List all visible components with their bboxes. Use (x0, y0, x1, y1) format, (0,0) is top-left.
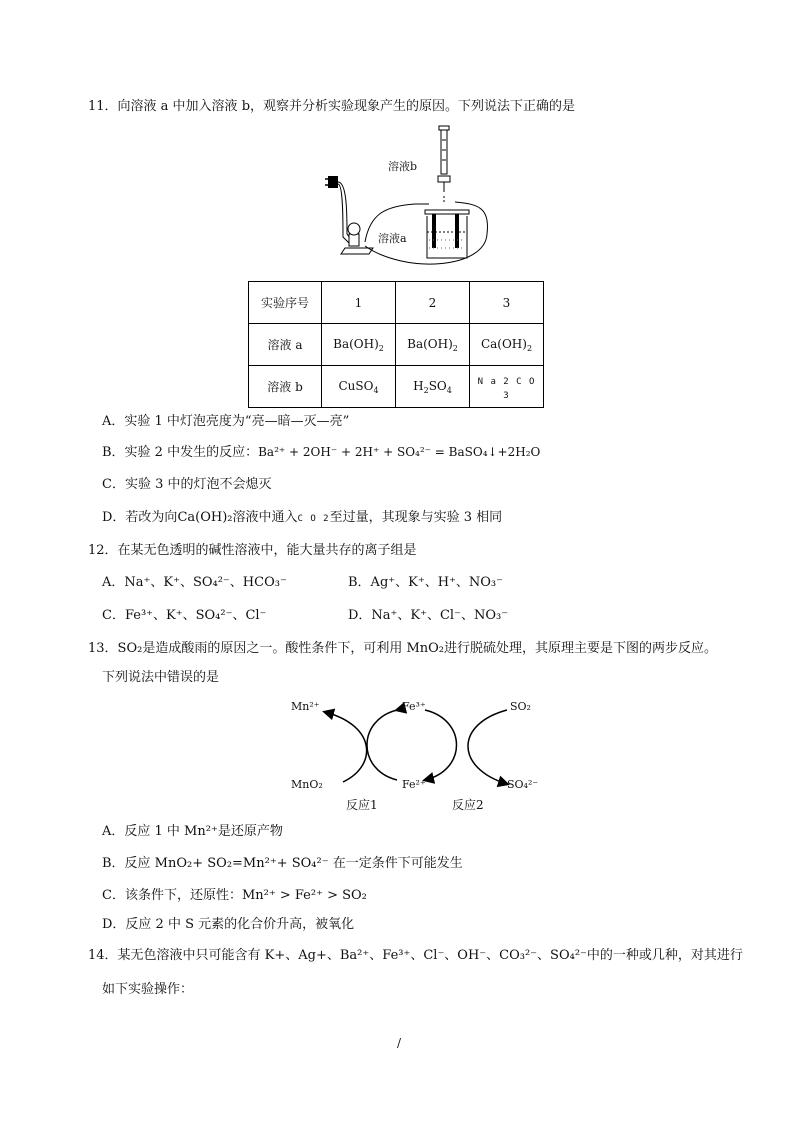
table-row (249, 324, 544, 366)
label-solution-b: 溶液b (388, 160, 418, 173)
table-cell: $Ca(OH)_2$ (470, 324, 544, 366)
q11-option-c: C．实验 3 中的灯泡不会熄灭 (102, 477, 272, 492)
label-solution-a: 溶液a (378, 232, 407, 245)
label-reaction-1: 反应1 (346, 798, 378, 812)
table-cell: 1 (322, 282, 396, 324)
q11-stem: 11．向溶液 a 中加入溶液 b，观察并分析实验现象产生的原因。下列说法下正确的是 (88, 99, 576, 114)
q13-stem: 13．SO₂是造成酸雨的原因之一。酸性条件下，可利用 MnO₂进行脱硫处理，其原理主要是下图的两步反应。 (88, 641, 718, 656)
label-so4: SO₄²⁻ (507, 778, 539, 791)
q11-option-d: D．若改为向Ca(OH)₂溶液中通入C O 2至过量，其现象与实验 3 相同 (102, 510, 503, 525)
q13-stem-2: 下列说法中错误的是 (102, 670, 220, 685)
label-so2: SO₂ (510, 700, 531, 713)
table-cell: 2 (396, 282, 470, 324)
q12-option-a: A．Na⁺、K⁺、SO₄²⁻、HCO₃⁻ (102, 575, 287, 590)
table-cell: $H_2SO_4$ (396, 366, 470, 408)
q12-stem: 12．在某无色透明的碱性溶液中，能大量共存的离子组是 (88, 543, 417, 558)
table-cell: 实验序号 (249, 282, 322, 324)
q14-stem: 14．某无色溶液中只可能含有 K+、Ag+、Ba²⁺、Fe³⁺、Cl⁻、OH⁻、CO₃²⁻、SO₄²⁻中的一种或几种，对其进行 (88, 948, 743, 963)
label-fe2: Fe²⁺ (402, 778, 426, 791)
table-row (249, 366, 544, 408)
q13-option-c: C．该条件下，还原性：Mn²⁺ > Fe²⁺ > SO₂ (102, 888, 367, 903)
q12-option-d: D．Na⁺、K⁺、Cl⁻、NO₃⁻ (348, 608, 509, 623)
label-mn2: Mn²⁺ (291, 700, 320, 713)
table-cell: 溶液 a (249, 324, 322, 366)
q13-option-b: B．反应 MnO₂+ SO₂=Mn²⁺+ SO₄²⁻ 在一定条件下可能发生 (102, 856, 463, 871)
table-cell: CuSO$_4$ (322, 366, 396, 408)
q14-stem-2: 如下实验操作： (102, 982, 194, 997)
q13-option-a: A．反应 1 中 Mn²⁺是还原产物 (102, 824, 283, 839)
q12-option-c: C．Fe³⁺、K⁺、SO₄²⁻、Cl⁻ (102, 608, 267, 623)
table-row (249, 282, 544, 324)
experiment-table (248, 281, 544, 408)
table-cell: 溶液 b (249, 366, 322, 408)
table-cell: N a 2 C O 3 (470, 366, 544, 408)
table-cell: $Ba(OH)_2$ (396, 324, 470, 366)
reaction-cycle-diagram (285, 696, 540, 816)
q13-option-d: D．反应 2 中 S 元素的化合价升高，被氧化 (102, 917, 355, 932)
apparatus-figure (325, 124, 495, 274)
q11-option-a: A．实验 1 中灯泡亮度为“亮—暗—灭—亮” (102, 414, 350, 429)
label-reaction-2: 反应2 (452, 798, 484, 812)
label-fe3: Fe³⁺ (402, 700, 426, 713)
q12-option-b: B．Ag⁺、K⁺、H⁺、NO₃⁻ (348, 575, 504, 590)
light-bulb-icon (341, 223, 373, 254)
burette-icon (438, 126, 450, 202)
page-footer: / (397, 1036, 402, 1050)
q11-option-b: B．实验 2 中发生的反应：Ba²⁺ + 2OH⁻ + 2H⁺ + SO₄²⁻ = BaSO₄↓+2H₂O (102, 445, 541, 460)
label-mno2: MnO₂ (291, 778, 323, 791)
table-cell: $Ba(OH)_2$ (322, 324, 396, 366)
plug-icon (325, 176, 338, 188)
table-cell: 3 (470, 282, 544, 324)
